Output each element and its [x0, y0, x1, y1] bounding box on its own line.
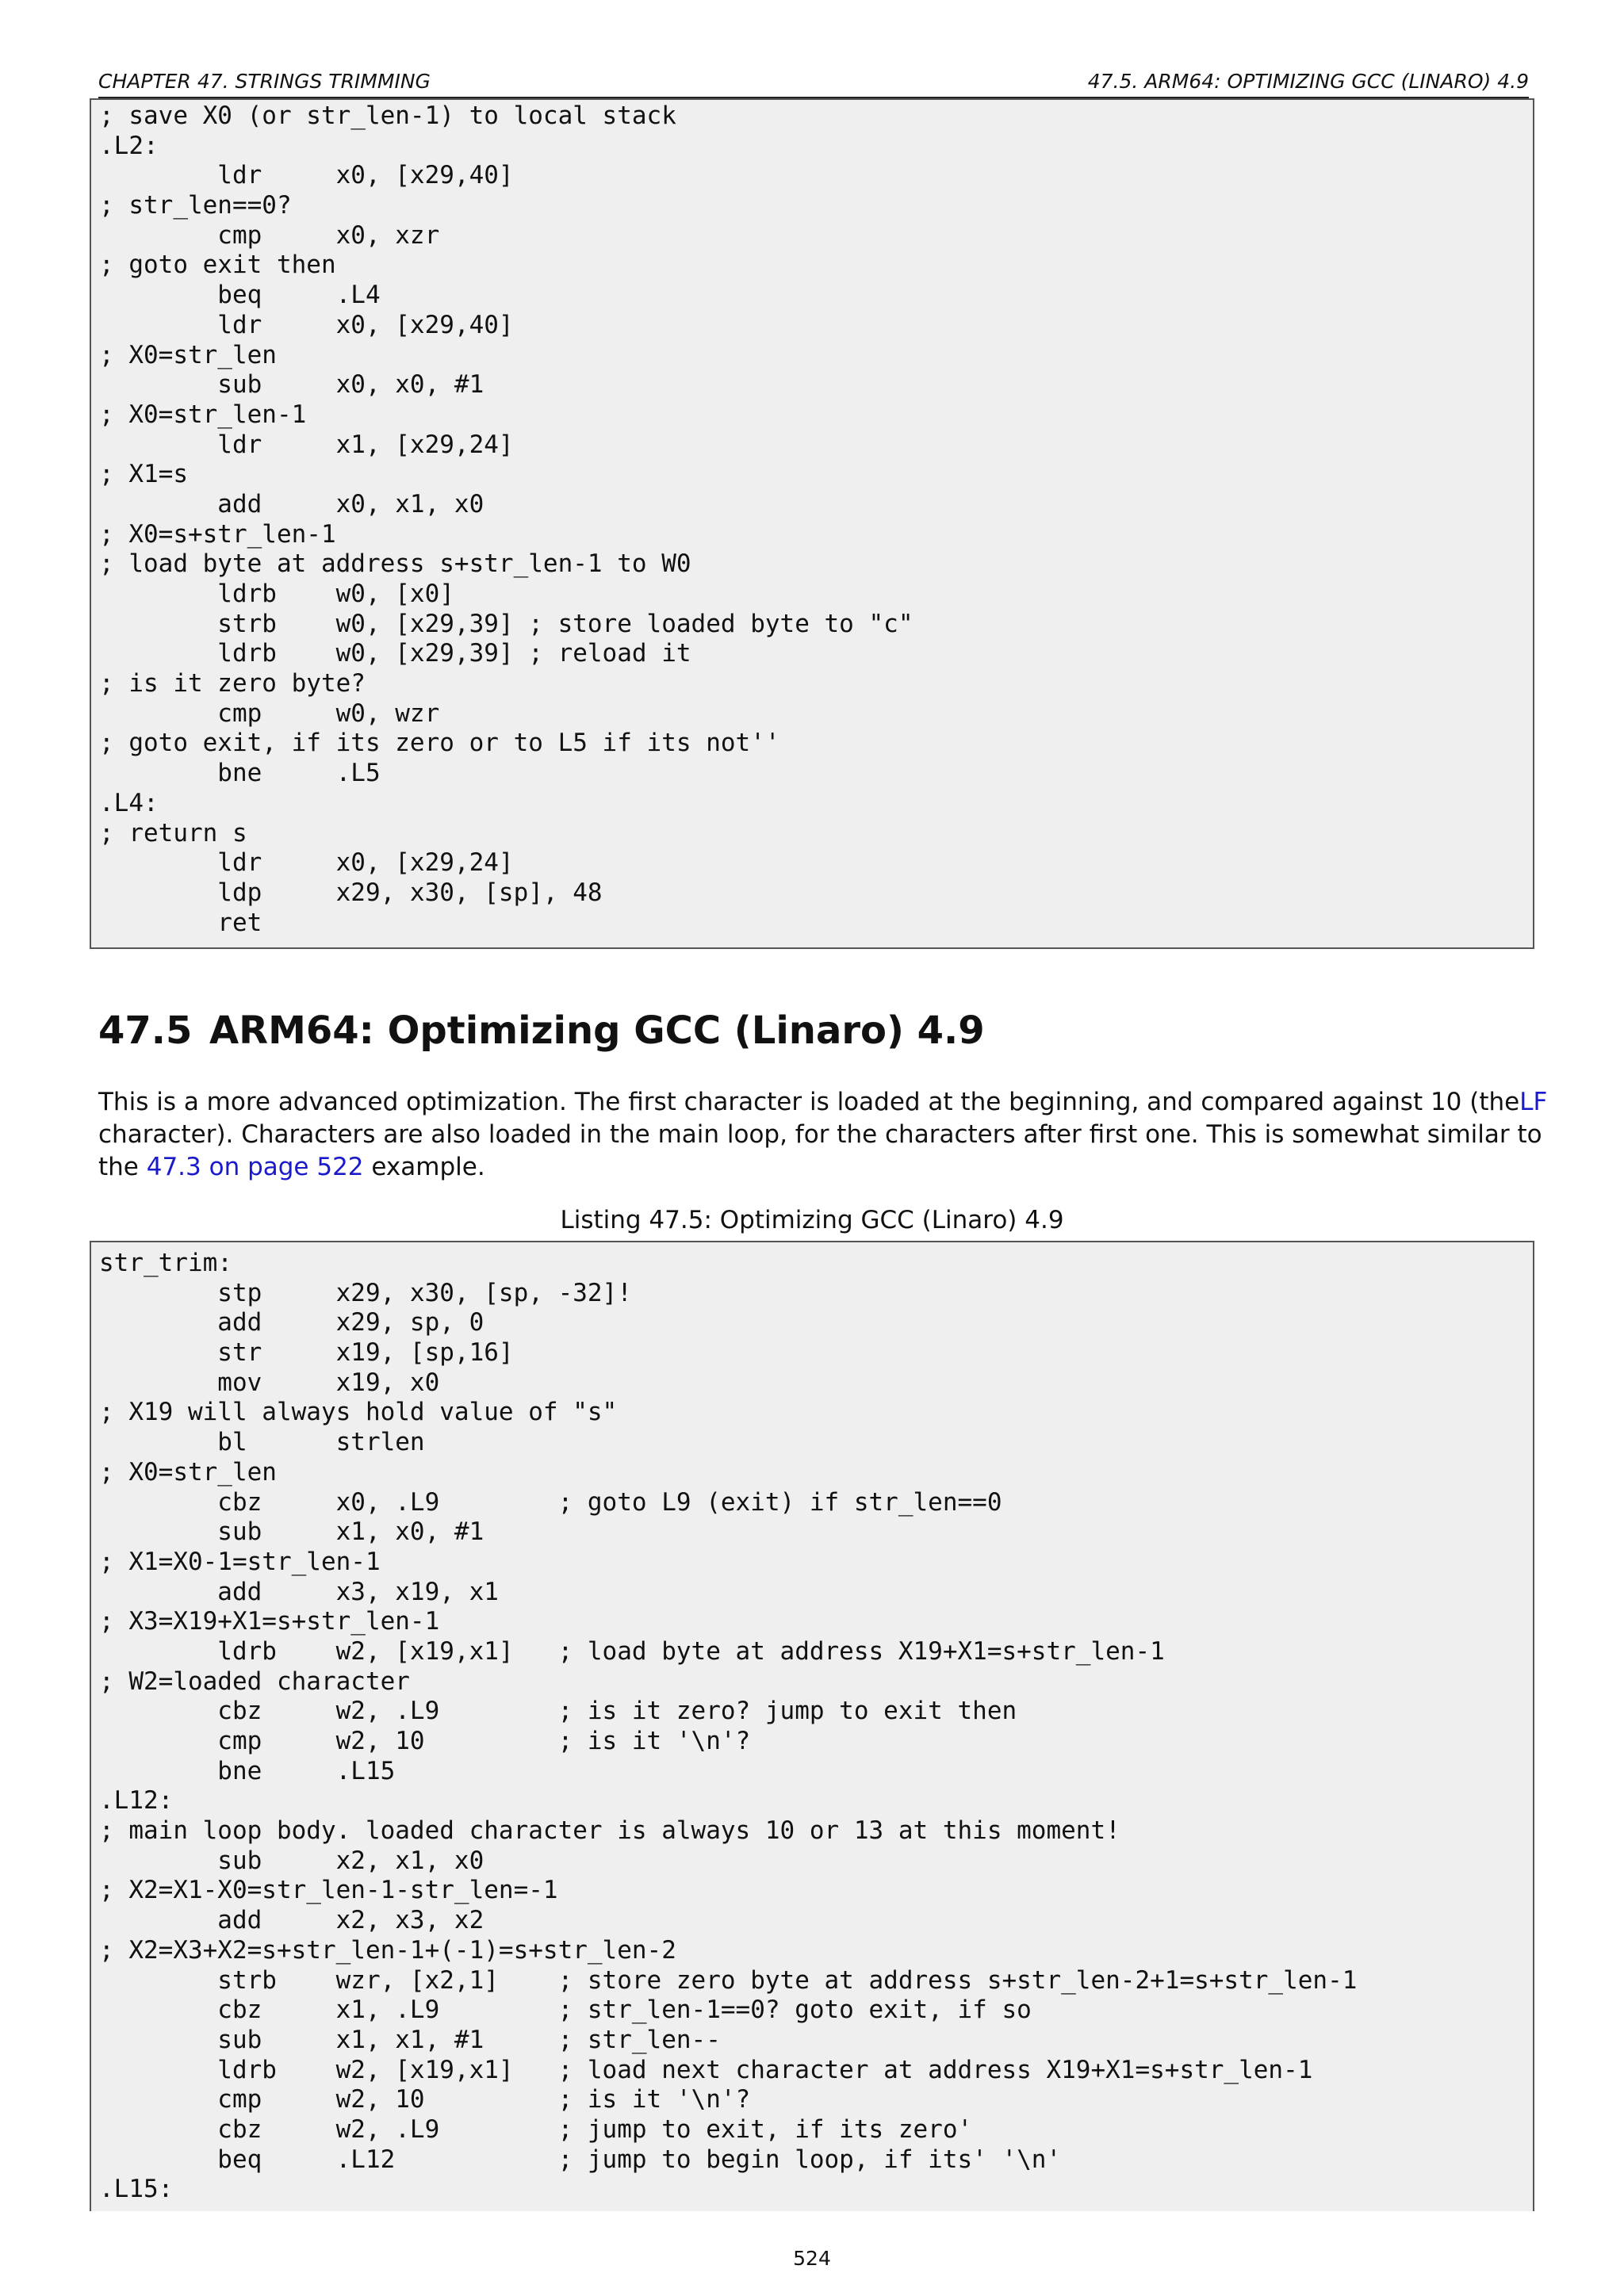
section-number: 47.5: [98, 1008, 193, 1053]
header-section-title: 47.5. ARM64: OPTIMIZING GCC (LINARO) 4.9: [1087, 70, 1529, 93]
code-line: ; X2=X1-X0=str_len-1-str_len=-1: [99, 1876, 558, 1905]
code-line: ; X1=s: [99, 460, 188, 489]
code-line: sub x0, x0, #1: [99, 370, 485, 400]
code-line: sub x1, x0, #1: [99, 1517, 485, 1547]
code-line: bl strlen: [99, 1428, 425, 1457]
code-line: strb w0, [x29,39] ; store loaded byte to "c": [99, 609, 914, 638]
code-line: cbz w2, .L9 ; is it zero? jump to exit then: [99, 1697, 1017, 1726]
section-reference-link[interactable]: 47.3 on page 522: [146, 1153, 364, 1181]
code-line: add x29, sp, 0: [99, 1308, 485, 1337]
code-line: ret: [99, 908, 262, 937]
code-listing-continued: [90, 98, 1534, 949]
code-line: cbz x1, .L9 ; str_len-1==0? goto exit, if so: [99, 1996, 1032, 2025]
code-line: strb wzr, [x2,1] ; store zero byte at address s+str_len-2+1=s+str_len-1: [99, 1965, 1358, 1995]
code-line: ; W2=loaded character: [99, 1667, 410, 1696]
paragraph-line-3-prefix: the: [98, 1153, 139, 1181]
code-line: ldr x1, [x29,24]: [99, 430, 514, 459]
code-listing-str-trim: [90, 1241, 1534, 2211]
code-line: str_trim:: [99, 1249, 232, 1277]
code-line: ldrb w2, [x19,x1] ; load next character at address X19+X1=s+str_len-1: [99, 2055, 1313, 2084]
code-line: mov x19, x0: [99, 1368, 440, 1397]
code-line: cbz w2, .L9 ; jump to exit, if its zero': [99, 2114, 973, 2144]
code-line: ; X0=str_len: [99, 1457, 277, 1487]
code-line: ; X0=s+str_len-1: [99, 519, 336, 549]
code-line: cmp w2, 10 ; is it '\n'?: [99, 2085, 751, 2114]
code-line: .L12:: [99, 1786, 174, 1816]
running-header: [98, 67, 1529, 98]
code-line: ; str_len==0?: [99, 191, 292, 220]
code-line: ldrb w0, [x29,39] ; reload it: [99, 639, 691, 668]
code-line: ; X1=X0-1=str_len-1: [99, 1547, 381, 1576]
paragraph-line-3-suffix: example.: [371, 1153, 485, 1181]
header-chapter-title: CHAPTER 47. STRINGS TRIMMING: [98, 70, 431, 93]
paragraph-line-2-text: character). Characters are also loaded in the main loop, for the characters after first one. This is somewhat similar to: [98, 1120, 1542, 1149]
code-line: cmp w2, 10 ; is it '\n'?: [99, 1727, 751, 1755]
code-line: beq .L12 ; jump to begin loop, if its' '\n': [99, 2145, 1062, 2174]
code-line: ldrb w2, [x19,x1] ; load byte at address X19+X1=s+str_len-1: [99, 1636, 1165, 1666]
page-number: 524: [793, 2247, 831, 2270]
code-line: stp x29, x30, [sp, -32]!: [99, 1278, 632, 1307]
code-line: add x3, x19, x1: [99, 1577, 499, 1606]
code-line: cmp x0, xzr: [99, 220, 440, 250]
paragraph-line-3: [98, 1151, 1529, 1184]
listing-caption: Listing 47.5: Optimizing GCC (Linaro) 4.9: [560, 1206, 1064, 1234]
code-line: .L15:: [99, 2175, 174, 2204]
section-title: ARM64: Optimizing GCC (Linaro) 4.9: [209, 1008, 985, 1053]
code-line: ; is it zero byte?: [99, 669, 366, 698]
code-line: .L2:: [99, 131, 159, 160]
code-line: cmp w0, wzr: [99, 698, 440, 728]
code-line: add x0, x1, x0: [99, 489, 485, 519]
body-paragraph: [98, 1086, 1548, 1184]
code-line: ; load byte at address s+str_len-1 to W0: [99, 549, 691, 579]
code-line: ldr x0, [x29,40]: [99, 161, 514, 190]
code-line: beq .L4: [99, 281, 381, 310]
code-line: bne .L15: [99, 1756, 396, 1785]
code-line: ldp x29, x30, [sp], 48: [99, 878, 603, 907]
code-line: ; X2=X3+X2=s+str_len-1+(-1)=s+str_len-2: [99, 1935, 676, 1965]
paragraph-line-1-text: This is a more advanced optimization. The first character is loaded at the beginning, and compared against 10 (the: [98, 1088, 1520, 1116]
code-line: ldr x0, [x29,40]: [99, 310, 514, 339]
code-line: add x2, x3, x2: [99, 1906, 485, 1935]
paragraph-line-1: [98, 1086, 1548, 1119]
code-line: ; X0=str_len-1: [99, 400, 307, 429]
code-line: bne .L5: [99, 759, 381, 788]
code-line: ; main loop body. loaded character is always 10 or 13 at this moment!: [99, 1816, 1120, 1846]
code-line: ; goto exit then: [99, 251, 336, 280]
lf-glossary-link[interactable]: LF: [1519, 1088, 1548, 1116]
paragraph-line-2: [98, 1119, 1542, 1151]
code-line: ; goto exit, if its zero or to L5 if its not'': [99, 729, 780, 758]
code-line: ; return s: [99, 818, 247, 848]
code-line: str x19, [sp,16]: [99, 1338, 514, 1368]
code-line: sub x1, x1, #1 ; str_len--: [99, 2025, 721, 2054]
code-line: sub x2, x1, x0: [99, 1846, 485, 1875]
code-line: ; save X0 (or str_len-1) to local stack: [99, 101, 676, 130]
code-line: ; X19 will always hold value of "s": [99, 1398, 618, 1427]
section-heading: [98, 1007, 985, 1054]
code-line: ldr x0, [x29,24]: [99, 848, 514, 878]
code-line: cbz x0, .L9 ; goto L9 (exit) if str_len==0: [99, 1487, 1002, 1517]
code-line: ldrb w0, [x0]: [99, 580, 454, 608]
code-line: ; X0=str_len: [99, 340, 277, 369]
code-line: .L4:: [99, 788, 159, 817]
code-line: ; X3=X19+X1=s+str_len-1: [99, 1607, 440, 1636]
